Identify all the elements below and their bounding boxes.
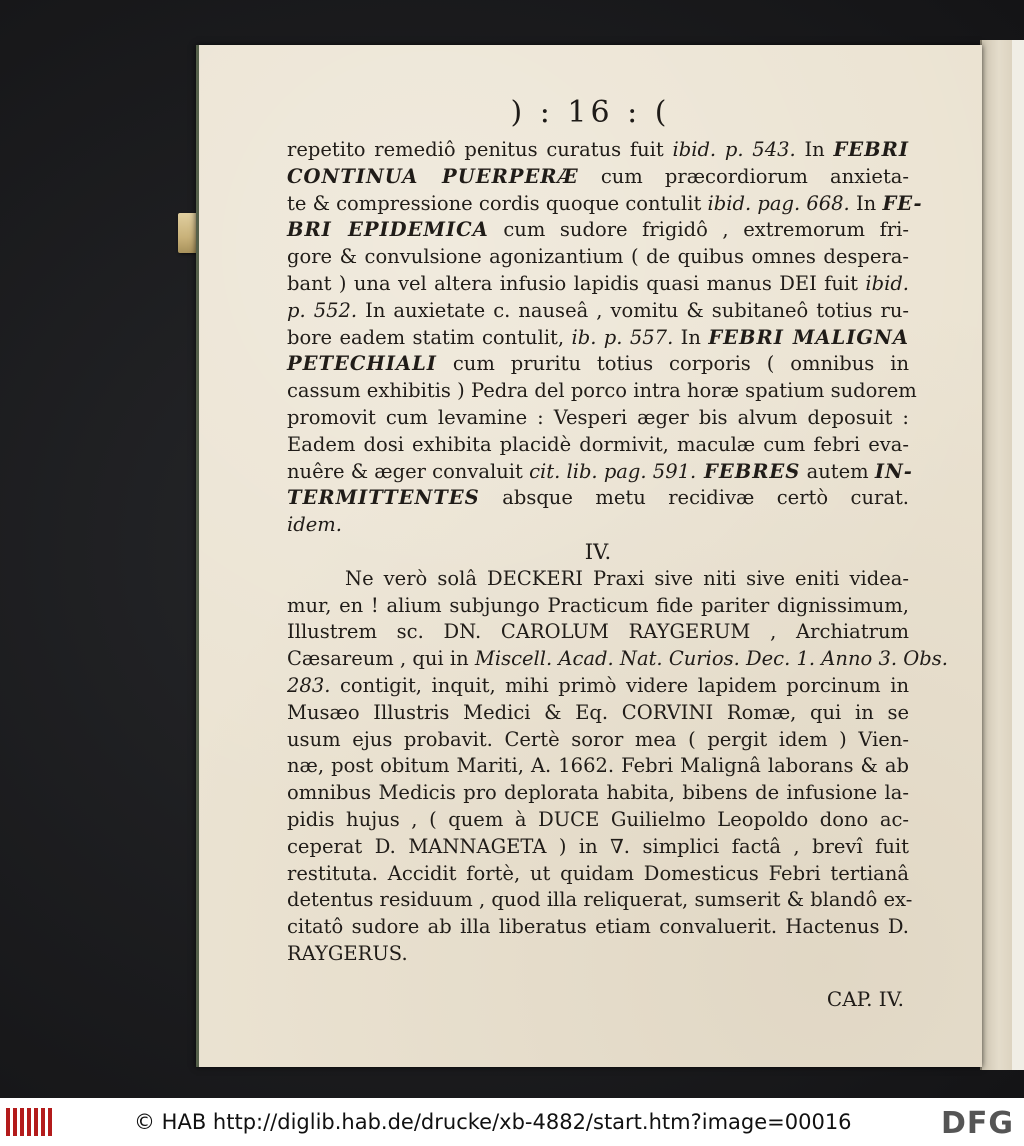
disease-term: BRI EPIDEMICA xyxy=(287,218,489,242)
text-line: citatô sudore ab illa liberatus etiam convaluerit. Hactenus D. xyxy=(287,915,909,939)
text-line xyxy=(287,459,913,486)
text-line: RAYGERUS. xyxy=(287,941,408,965)
disease-term: CONTINUA PUERPERÆ xyxy=(287,164,579,188)
text-run: In auxietate c. nauseâ , vomitu & subitaneô totius ru- xyxy=(357,298,909,322)
body-text xyxy=(287,137,948,968)
text-line: cassum exhibitis ) Pedra del porco intra horæ spatium sudorem xyxy=(287,379,917,403)
text-run: repetito remediô penitus curatus fuit xyxy=(287,138,673,161)
citation: cit. lib. pag. 591. xyxy=(529,459,697,483)
text-run: autem xyxy=(800,459,875,483)
text-line: pidis hujus , ( quem à DUCE Guilielmo Leopoldo dono ac- xyxy=(287,807,909,831)
text-run: In xyxy=(795,138,834,161)
citation: Miscell. Acad. Nat. Curios. Dec. 1. Anno 3. Obs. xyxy=(474,647,948,671)
catchword: CAP. IV. xyxy=(826,987,904,1011)
citation: ibid. pag. 668. xyxy=(707,191,850,215)
text-line: næ, post obitum Mariti, A. 1662. Febri Malignâ laborans & ab xyxy=(287,754,909,778)
text-line xyxy=(287,164,909,191)
text-line xyxy=(287,271,909,298)
text-line: detentus residuum , quod illa reliquerat, sumserit & blandô ex- xyxy=(287,888,913,912)
text-line: Illustrem sc. DN. CAROLUM RAYGERUM , Archiatrum xyxy=(287,620,909,644)
text-line xyxy=(287,646,948,673)
text-run: contigit, inquit, mihi primò videre lapidem porcinum in xyxy=(330,673,909,697)
text-line: Eadem dosi exhibita placidè dormivit, maculæ cum febri eva- xyxy=(287,432,909,456)
citation: 283. xyxy=(287,673,331,697)
text-run: bore eadem statim contulit, xyxy=(287,325,572,349)
disease-term: FEBRI MALIGNA xyxy=(708,325,909,349)
text-run: In xyxy=(673,325,709,349)
disease-term: FEBRI xyxy=(833,138,909,161)
next-page-strip xyxy=(1012,40,1024,1070)
text-line xyxy=(287,137,909,164)
text-line: usum ejus probavit. Certè soror mea ( pergit idem ) Vien- xyxy=(287,727,909,751)
hab-logo-icon xyxy=(6,1104,52,1140)
dfg-logo: DFG xyxy=(940,1106,1014,1141)
text-line xyxy=(287,298,909,325)
text-line xyxy=(287,325,909,352)
disease-term: PETECHIALI xyxy=(287,352,437,376)
text-run: cum sudore frigidô , extremorum fri- xyxy=(488,218,909,242)
book-page xyxy=(196,45,982,1067)
section-number: IV. xyxy=(584,539,612,564)
text-line xyxy=(287,673,909,700)
text-line: omnibus Medicis pro deplorata habita, bibens de infusione la- xyxy=(287,781,909,805)
text-run: Cæsareum , qui in xyxy=(287,647,475,671)
text-line xyxy=(287,217,909,244)
copyright-url: © HAB http://diglib.hab.de/drucke/xb-4882/start.htm?image=00016 xyxy=(134,1110,852,1134)
citation: ibid. xyxy=(865,271,909,295)
disease-term: IN- xyxy=(874,459,913,483)
page-number-header: ) : 16 : ( xyxy=(510,95,671,130)
text-line: restituta. Accidit fortè, ut quidam Domesticus Febri tertianâ xyxy=(287,861,909,885)
disease-term: TERMITTENTES xyxy=(287,486,480,510)
text-line: mur, en ! alium subjungo Practicum fide pariter dignissimum, xyxy=(287,593,909,617)
footer-bar xyxy=(0,1098,1024,1146)
disease-term: FE- xyxy=(882,191,923,215)
text-run: te & compressione cordis quoque contulit xyxy=(287,191,708,215)
text-line xyxy=(287,485,909,512)
text-line xyxy=(287,191,923,218)
text-line: Musæo Illustris Medici & Eq. CORVINI Romæ, qui in se xyxy=(287,700,909,724)
text-run: bant ) una vel altera infusio lapidis quasi manus DEI fuit xyxy=(287,271,866,295)
citation: p. 552. xyxy=(287,298,358,322)
text-line xyxy=(287,351,909,378)
text-line: Ne verò solâ DECKERI Praxi sive niti sive eniti videa- xyxy=(345,566,909,590)
text-run: nuêre & æger convaluit xyxy=(287,459,530,483)
citation: ib. p. 557. xyxy=(571,325,674,349)
text-run: cum pruritu totius corporis ( omnibus in xyxy=(436,352,909,376)
text-line: promovit cum levamine : Vesperi æger bis alvum deposuit : xyxy=(287,405,909,429)
citation: ibid. p. 543. xyxy=(672,138,796,161)
text-line: ceperat D. MANNAGETA ) in ∇. simplici factâ , brevî fuit xyxy=(287,834,909,858)
disease-term: FEBRES xyxy=(696,459,801,483)
text-line: idem. xyxy=(287,513,342,537)
text-run: absque metu recidivæ certò curat. xyxy=(479,486,909,510)
text-run: In xyxy=(849,191,883,215)
text-run: cum præcordiorum anxieta- xyxy=(578,164,909,188)
text-line: gore & convulsione agonizantium ( de quibus omnes despera- xyxy=(287,245,909,269)
